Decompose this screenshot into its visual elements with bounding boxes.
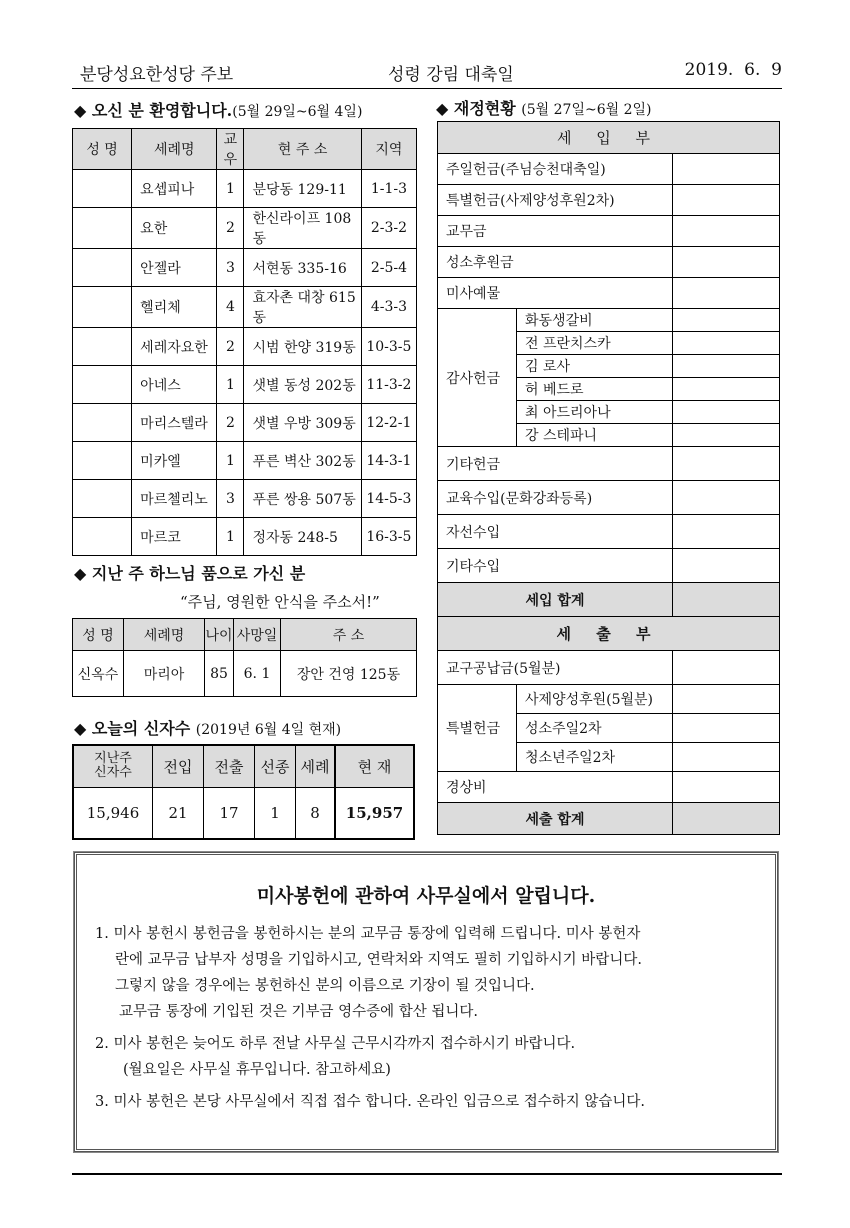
cell-address: 샛별 우방 309동 [244, 404, 361, 442]
cell-name [73, 287, 132, 328]
cell-count: 1 [217, 170, 244, 208]
col-deceased: 선종 [255, 745, 296, 787]
income-item: 주일헌금(주님승천대축일) [438, 154, 673, 185]
cell-count: 3 [217, 480, 244, 518]
special-item: 성소주일2차 [517, 714, 673, 743]
cell-area: 14-3-1 [361, 442, 416, 480]
notice-item-2 [95, 1031, 765, 1083]
cell-count: 3 [217, 249, 244, 287]
expense-total: 세출 합계 [438, 803, 673, 835]
col-transfer-in: 전입 [153, 745, 204, 787]
cell-baptismal: 안젤라 [132, 249, 217, 287]
amount-cell [673, 309, 780, 332]
thanks-item: 강 스테파니 [517, 424, 673, 447]
cell-baptismal: 아네스 [132, 366, 217, 404]
col-date: 사망일 [234, 619, 281, 651]
income-item: 교무금 [438, 216, 673, 247]
welcome-heading [74, 98, 362, 121]
amount-cell [673, 515, 780, 549]
cell-address: 정자동 248-5 [244, 518, 361, 556]
cell-area: 4-3-3 [361, 287, 416, 328]
cell-area: 1-1-3 [361, 170, 416, 208]
believers-heading [74, 716, 341, 739]
believers-title: ◆ 오늘의 신자수 [74, 719, 191, 738]
table-row [73, 366, 417, 404]
thanks-item: 전 프란치스카 [517, 332, 673, 355]
cell-area: 16-3-5 [361, 518, 416, 556]
col-baptismal: 세례명 [132, 129, 217, 170]
believers-value-row [73, 787, 414, 839]
amount-cell [673, 185, 780, 216]
cell-count: 1 [217, 366, 244, 404]
table-row [438, 309, 780, 332]
notice-line: 1. 미사 봉헌시 봉헌금을 봉헌하시는 분의 교무금 통장에 입력해 드립니다. 미사 봉헌자 [95, 926, 641, 942]
table-row [438, 278, 780, 309]
cell-count: 2 [217, 208, 244, 249]
cell-address: 효자촌 대창 615동 [244, 287, 361, 328]
cell-baptismal: 요셉피나 [132, 170, 217, 208]
col-transfer-out: 전출 [204, 745, 255, 787]
cell-count: 1 [217, 442, 244, 480]
cell-name [73, 404, 132, 442]
notice-line: 교무금 통장에 기입된 것은 기부금 영수증에 합산 됩니다. [119, 1004, 479, 1020]
col-last-week: 지난주 신자수 [73, 745, 153, 787]
table-row [73, 170, 417, 208]
col-name: 성 명 [73, 619, 124, 651]
value-last-week: 15,946 [73, 787, 153, 839]
welcome-table [72, 128, 417, 556]
cell-count: 4 [217, 287, 244, 328]
cell-baptismal: 요한 [132, 208, 217, 249]
value-baptism: 8 [296, 787, 336, 839]
bulletin-date: 2019. 6. 9 [684, 60, 782, 80]
expense-header-row [438, 617, 780, 651]
table-row [438, 772, 780, 803]
finance-table [437, 121, 780, 835]
cell-address: 시범 한양 319동 [244, 328, 361, 366]
table-row [73, 249, 417, 287]
notice-line: 3. 미사 봉헌은 본당 사무실에서 직접 접수 합니다. 온라인 입금으로 접수하지 않습니다. [95, 1094, 645, 1110]
cell-area: 11-3-2 [361, 366, 416, 404]
cell-baptismal: 마리스텔라 [132, 404, 217, 442]
value-transfer-out: 17 [204, 787, 255, 839]
cell-baptismal: 세레자요한 [132, 328, 217, 366]
table-row [438, 481, 780, 515]
thanks-item: 화동생갈비 [517, 309, 673, 332]
value-deceased: 1 [255, 787, 296, 839]
table-row [73, 328, 417, 366]
expense-total-row [438, 803, 780, 835]
amount-cell [673, 714, 780, 743]
cell-name: 신옥수 [73, 651, 124, 697]
table-row [438, 185, 780, 216]
header-rule [72, 88, 782, 89]
amount-cell [673, 549, 780, 583]
notice-line: 2. 미사 봉헌은 늦어도 하루 전날 사무실 근무시각까지 접수하시기 바랍니다. [95, 1036, 576, 1052]
cell-area: 10-3-5 [361, 328, 416, 366]
cell-name [73, 480, 132, 518]
cell-count: 2 [217, 328, 244, 366]
notice-item-3 [95, 1089, 765, 1115]
cell-count: 1 [217, 518, 244, 556]
cell-name [73, 442, 132, 480]
special-item: 사제양성후원(5월분) [517, 685, 673, 714]
notice-box [74, 852, 778, 1152]
cell-name [73, 249, 132, 287]
table-row [73, 404, 417, 442]
cell-name [73, 518, 132, 556]
table-row [73, 287, 417, 328]
value-current: 15,957 [335, 787, 414, 839]
amount-cell [673, 803, 780, 835]
cell-address: 샛별 동성 202동 [244, 366, 361, 404]
notice-line: (월요일은 사무실 휴무입니다. 참고하세요) [123, 1062, 391, 1078]
cell-address: 분당동 129-11 [244, 170, 361, 208]
col-age: 나이 [205, 619, 234, 651]
cell-name [73, 328, 132, 366]
amount-cell [673, 743, 780, 772]
notice-item-1 [95, 921, 765, 1025]
table-row [73, 208, 417, 249]
cell-address: 서현동 335-16 [244, 249, 361, 287]
thanks-item: 김 로사 [517, 355, 673, 378]
amount-cell [673, 424, 780, 447]
cell-baptismal: 미카엘 [132, 442, 217, 480]
feast-title: 성령 강림 대축일 [388, 65, 514, 85]
expense-item: 교구공납금(5월분) [438, 651, 673, 685]
col-address: 현 주 소 [244, 129, 361, 170]
cell-area: 2-3-2 [361, 208, 416, 249]
cell-name [73, 170, 132, 208]
income-item: 특별헌금(사제양성후원2차) [438, 185, 673, 216]
amount-cell [673, 247, 780, 278]
col-name: 성 명 [73, 129, 132, 170]
cell-address: 푸른 쌍용 507동 [244, 480, 361, 518]
cell-area: 12-2-1 [361, 404, 416, 442]
amount-cell [673, 216, 780, 247]
table-row [73, 518, 417, 556]
income-item: 기타헌금 [438, 447, 673, 481]
parish-name: 분당성요한성당 주보 [80, 65, 234, 85]
cell-address: 한신라이프 108동 [244, 208, 361, 249]
amount-cell [673, 154, 780, 185]
amount-cell [673, 481, 780, 515]
table-row [438, 247, 780, 278]
special-label: 특별헌금 [438, 685, 517, 772]
deceased-table [72, 618, 417, 697]
cell-baptismal: 마르코 [132, 518, 217, 556]
table-row [438, 515, 780, 549]
table-row [438, 651, 780, 685]
col-count: 교우 [217, 129, 244, 170]
header [72, 58, 782, 88]
cell-date: 6. 1 [234, 651, 281, 697]
col-area: 지역 [361, 129, 416, 170]
welcome-period: (5월 29일~6월 4일) [232, 104, 363, 120]
table-row [73, 651, 417, 697]
notice-body [95, 921, 765, 1115]
expense-header: 세 출 부 [438, 617, 780, 651]
income-total: 세입 합계 [438, 583, 673, 617]
amount-cell [673, 401, 780, 424]
cell-area: 14-5-3 [361, 480, 416, 518]
cell-address: 장안 건영 125동 [281, 651, 417, 697]
cell-name [73, 208, 132, 249]
expense-item: 경상비 [438, 772, 673, 803]
believers-header-row [73, 745, 414, 787]
income-item: 기타수입 [438, 549, 673, 583]
col-baptismal: 세례명 [124, 619, 205, 651]
col-baptism: 세례 [296, 745, 336, 787]
believers-asof: (2019년 6월 4일 현재) [195, 722, 342, 738]
col-address: 주 소 [281, 619, 417, 651]
income-total-row [438, 583, 780, 617]
table-row [438, 549, 780, 583]
deceased-header-row [73, 619, 417, 651]
amount-cell [673, 447, 780, 481]
notice-title: 미사봉헌에 관하여 사무실에서 알립니다. [256, 885, 596, 907]
finance-title: ◆ 재정현황 [436, 99, 516, 118]
thanks-item: 허 베드로 [517, 378, 673, 401]
amount-cell [673, 772, 780, 803]
table-row [438, 685, 780, 714]
cell-name [73, 366, 132, 404]
income-item: 교육수입(문화강좌등록) [438, 481, 673, 515]
income-item: 성소후원금 [438, 247, 673, 278]
cell-age: 85 [205, 651, 234, 697]
finance-period: (5월 27일~6월 2일) [521, 102, 652, 118]
table-row [438, 447, 780, 481]
income-header: 세 입 부 [438, 122, 780, 154]
amount-cell [673, 378, 780, 401]
table-row [438, 154, 780, 185]
welcome-title: ◆ 오신 분 환영합니다. [74, 101, 233, 120]
amount-cell [673, 278, 780, 309]
cell-baptismal: 헬리체 [132, 287, 217, 328]
income-item: 자선수입 [438, 515, 673, 549]
amount-cell [673, 332, 780, 355]
thanks-item: 최 아드리아나 [517, 401, 673, 424]
value-transfer-in: 21 [153, 787, 204, 839]
income-header-row [438, 122, 780, 154]
deceased-title: ◆ 지난 주 하느님 품으로 가신 분 [74, 564, 306, 583]
col-current: 현 재 [335, 745, 414, 787]
table-row [73, 480, 417, 518]
table-row [438, 216, 780, 247]
cell-baptismal: 마르첼리노 [132, 480, 217, 518]
cell-baptismal: 마리아 [124, 651, 205, 697]
thanks-label: 감사헌금 [438, 309, 517, 447]
amount-cell [673, 583, 780, 617]
cell-count: 2 [217, 404, 244, 442]
special-item: 청소년주일2차 [517, 743, 673, 772]
footer-rule [72, 1173, 782, 1175]
amount-cell [673, 355, 780, 378]
finance-heading [436, 96, 651, 119]
deceased-prayer: “주님, 영원한 안식을 주소서!” [180, 593, 380, 611]
amount-cell [673, 651, 780, 685]
notice-line: 그렇지 않을 경우에는 봉헌하신 분의 이름으로 기장이 될 것입니다. [115, 978, 535, 994]
notice-line: 란에 교무금 납부자 성명을 기입하시고, 연락처와 지역도 필히 기입하시기 바랍니다. [115, 952, 642, 968]
believers-table [72, 744, 415, 840]
cell-area: 2-5-4 [361, 249, 416, 287]
income-item: 미사예물 [438, 278, 673, 309]
amount-cell [673, 685, 780, 714]
cell-address: 푸른 벽산 302동 [244, 442, 361, 480]
table-row [73, 442, 417, 480]
welcome-header-row [73, 129, 417, 170]
